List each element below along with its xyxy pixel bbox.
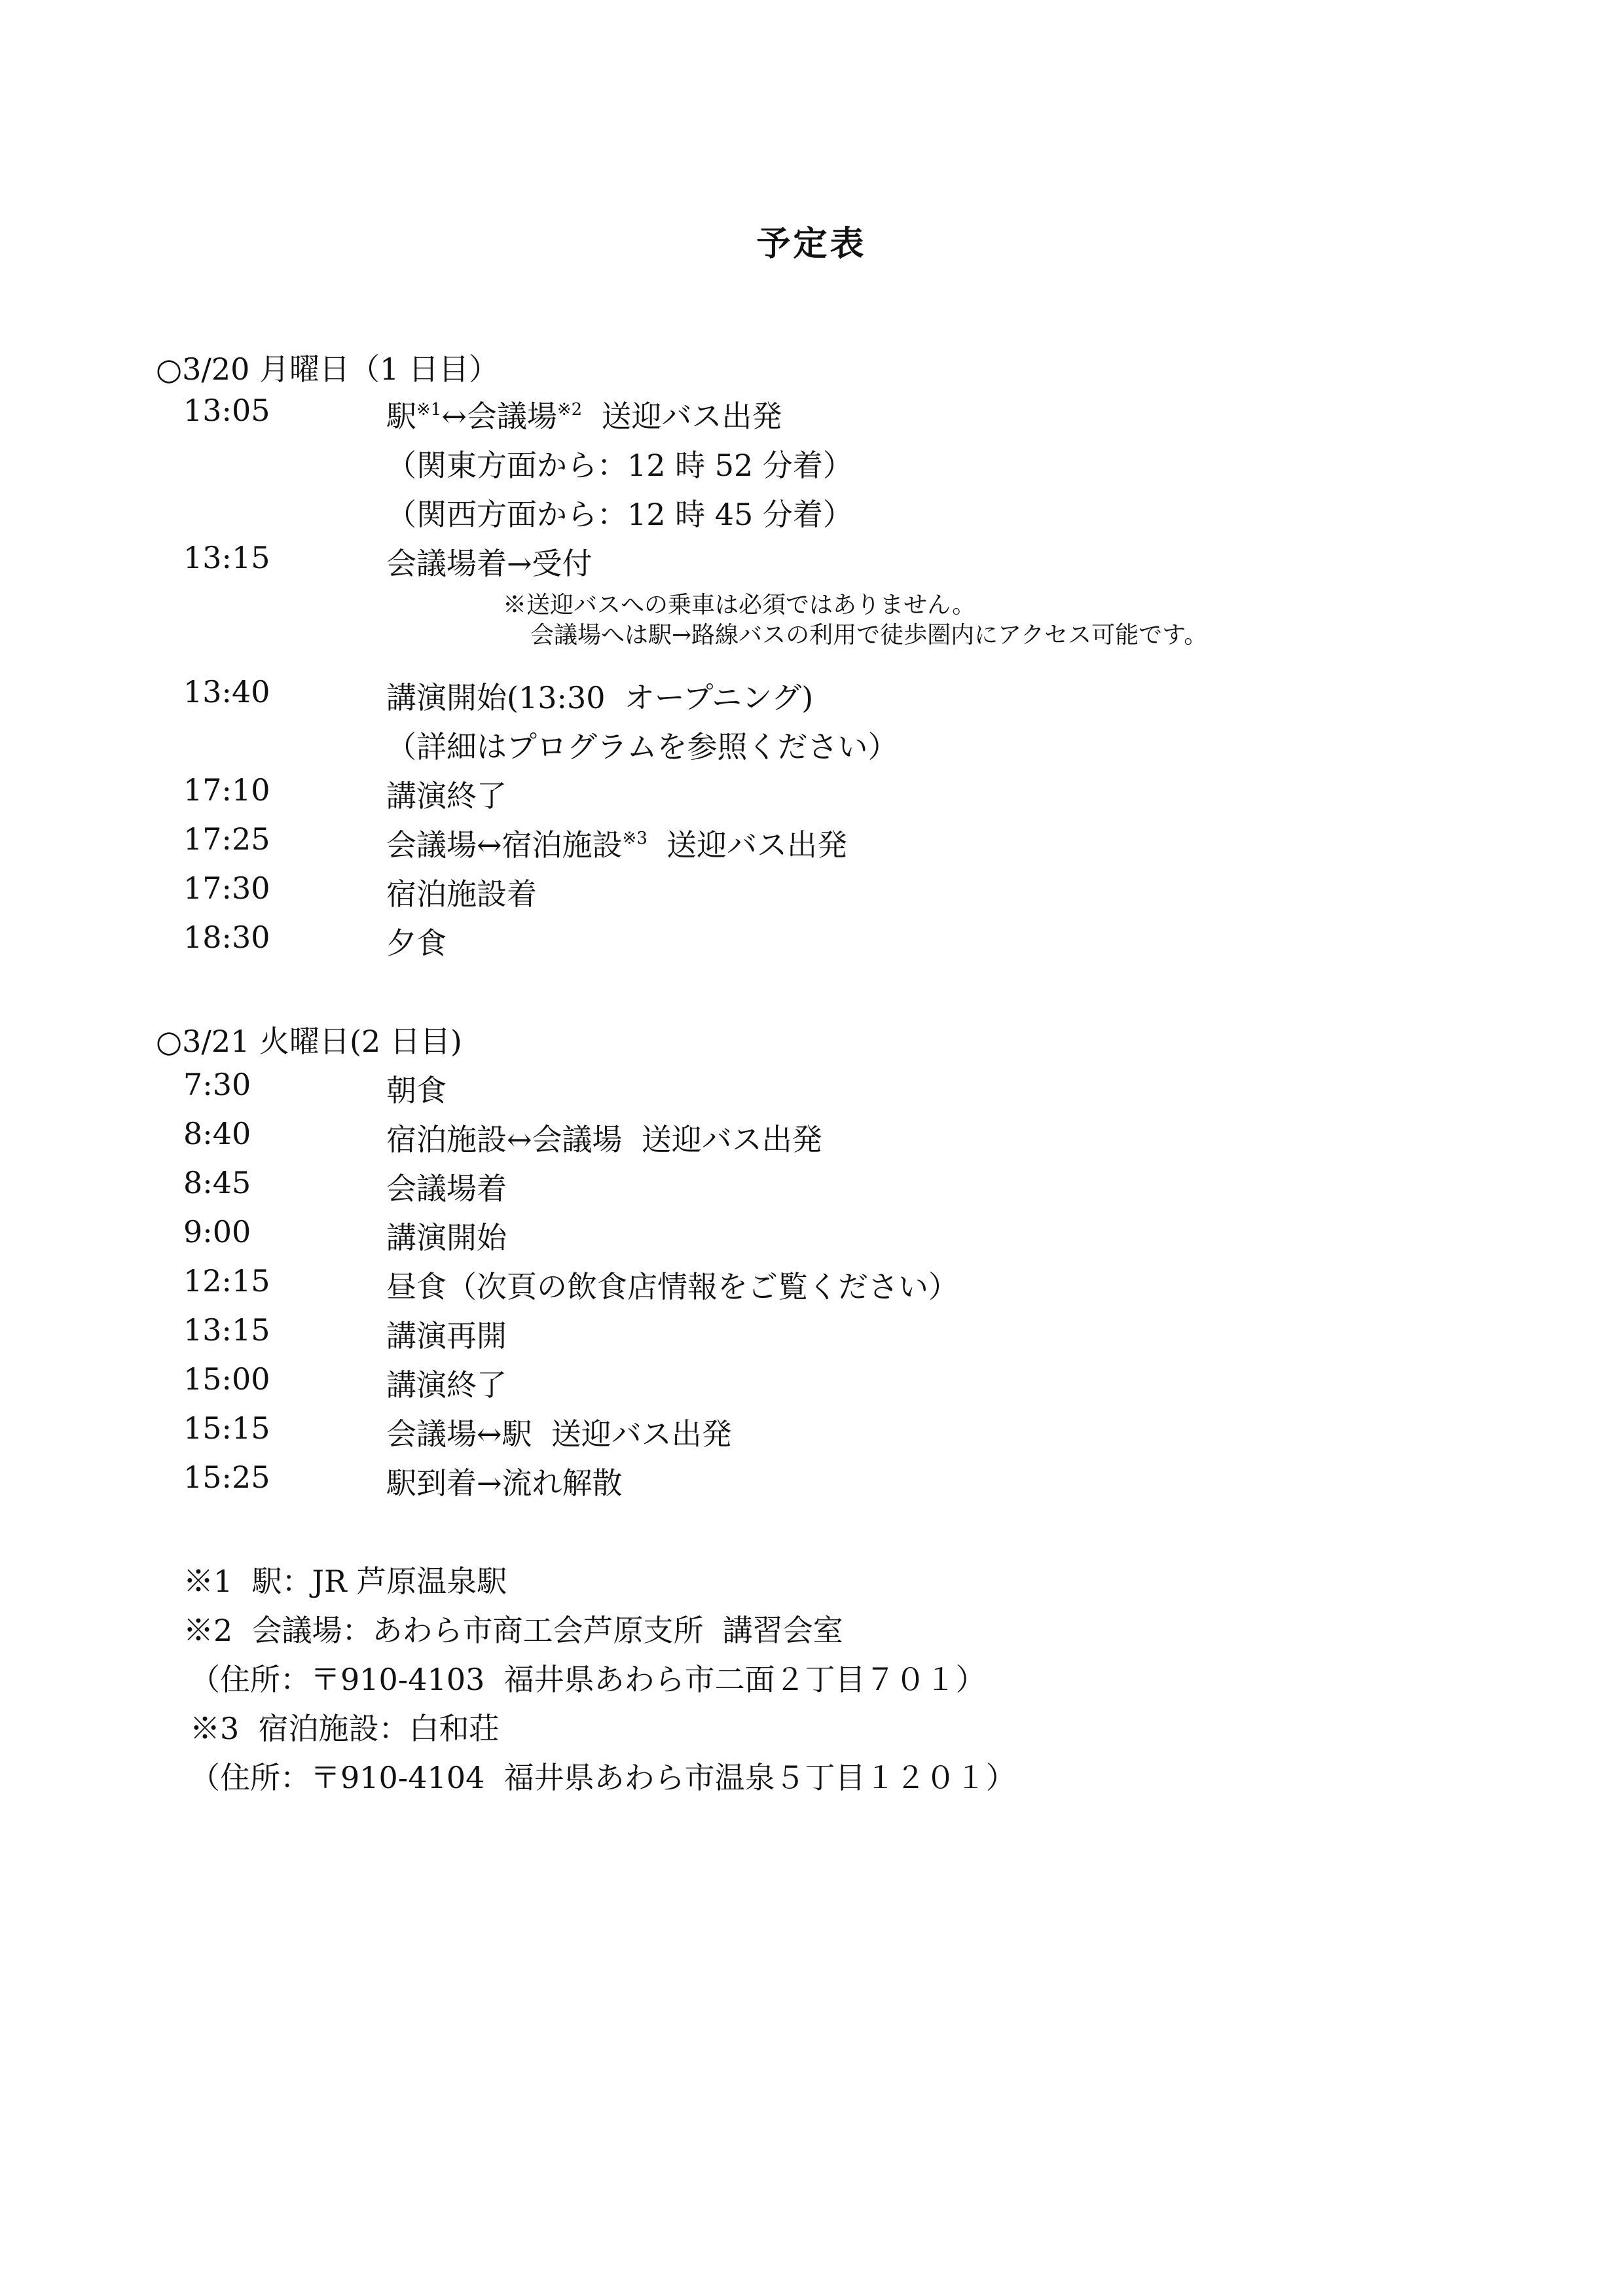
row-desc: 宿泊施設↔会議場 送迎バス出発: [386, 1122, 822, 1157]
bus-note-line2: 会議場へは駅→路線バスの利用で徒歩圏内にアクセス可能です。: [530, 622, 1208, 649]
row-time: 9:00: [183, 1214, 251, 1249]
row-desc: 講演開始(13:30 オープニング): [386, 680, 814, 715]
footnote-3-address: （住所：〒910-4104 福井県あわら市温泉５丁目１２０１）: [190, 1760, 1016, 1795]
footnote-ref: ※3: [622, 829, 647, 848]
row-desc: 会議場着→受付: [386, 546, 593, 581]
footnote-2-address: （住所：〒910-4103 福井県あわら市二面２丁目７０１）: [190, 1662, 986, 1697]
row-desc: 宿泊施設着: [386, 876, 537, 912]
bus-note-line1: ※送迎バスへの乗車は必須ではありません。: [503, 592, 976, 619]
footnote-1: ※1 駅：JR 芦原温泉駅: [183, 1564, 507, 1599]
row-desc: 会議場↔駅 送迎バス出発: [386, 1416, 732, 1452]
row-time: 13:15: [183, 1312, 270, 1348]
row-time: 15:25: [183, 1460, 270, 1495]
day2-header: ○3/21 火曜日(2 日目): [156, 1024, 462, 1059]
row-desc: （関東方面から：12 時 52 分着）: [386, 448, 853, 483]
footnote-ref: ※2: [556, 400, 583, 420]
row-time: 8:45: [183, 1165, 251, 1200]
row-time: 17:30: [183, 870, 270, 906]
row-time: 18:30: [183, 920, 270, 955]
footnote-2: ※2 会議場：あわら市商工会芦原支所 講習会室: [183, 1613, 843, 1648]
row-desc: 会議場着: [386, 1171, 507, 1206]
row-time: 13:40: [183, 674, 270, 709]
row-time: 13:05: [183, 393, 270, 428]
row-desc: 講演終了: [386, 778, 507, 814]
row-desc: 講演終了: [386, 1367, 507, 1403]
row-desc: 昼食（次頁の飲食店情報をご覧ください）: [386, 1269, 958, 1304]
row-time: 7:30: [183, 1067, 251, 1102]
row-time: 15:15: [183, 1410, 270, 1446]
row-desc: 講演開始: [386, 1220, 507, 1255]
day1-header: ○3/20 月曜日（1 日目）: [156, 351, 499, 387]
page-title: 予定表: [756, 224, 867, 264]
row-time: 17:10: [183, 772, 270, 808]
row-desc: （関西方面から：12 時 45 分着）: [386, 497, 853, 532]
row-time: 15:00: [183, 1361, 270, 1397]
row-desc: 夕食: [386, 925, 447, 961]
row-time: 17:25: [183, 821, 270, 857]
row-time: 12:15: [183, 1263, 270, 1299]
row-time: 8:40: [183, 1116, 251, 1151]
row-desc: 会議場↔宿泊施設$^{※3}$ 送迎バス出発: [386, 827, 848, 863]
footnote-ref: ※1: [416, 400, 442, 420]
row-desc: 駅到着→流れ解散: [386, 1465, 623, 1501]
row-time: 13:15: [183, 540, 270, 575]
row-desc: 講演再開: [386, 1318, 507, 1354]
row-desc: 駅$^{※1}$↔会議場$^{※2}$ 送迎バス出発: [386, 399, 782, 434]
row-desc: （詳細はプログラムを参照ください）: [386, 729, 898, 764]
footnote-3: ※3 宿泊施設：白和荘: [190, 1711, 500, 1746]
row-desc: 朝食: [386, 1073, 447, 1108]
